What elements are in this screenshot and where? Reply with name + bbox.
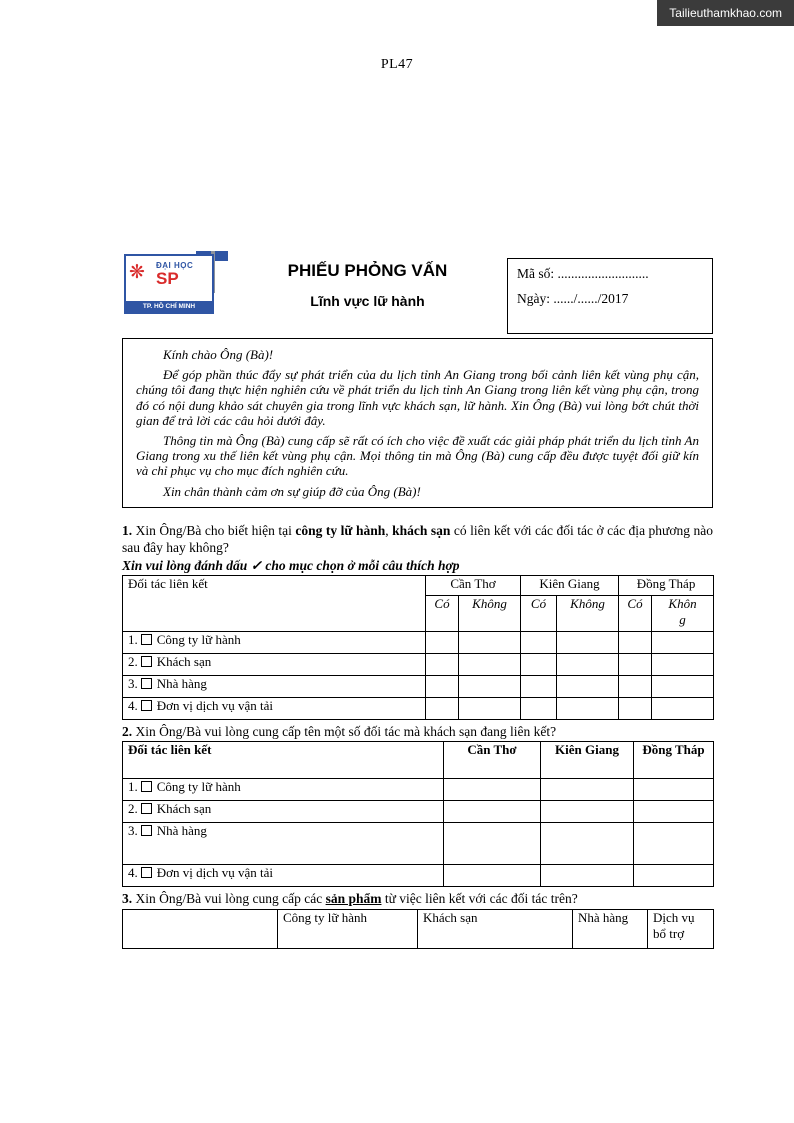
- t1-sub-no-kiengiang: Không: [557, 595, 619, 631]
- page-number: PL47: [380, 57, 414, 72]
- t1-header-partner: Đối tác liên kết: [123, 575, 426, 631]
- t1-sub-yes-dongthap: Có: [619, 595, 652, 631]
- checkbox-icon[interactable]: [141, 700, 152, 711]
- answer-cell[interactable]: [557, 653, 619, 675]
- t2-header-kiengiang: Kiên Giang: [541, 742, 634, 779]
- partner-label: Đơn vị dịch vụ vận tải: [156, 697, 274, 713]
- t1-sub-yes-cantho: Có: [426, 595, 459, 631]
- intro-paragraph-1: Để góp phần thúc đẩy sự phát triển của du lịch tỉnh An Giang trong bối cảnh liên kết vùng phụ cận, chúng tôi đang thực hiện nghiên cứu về phát triển du lịch tỉnh An Giang trong liên kết vùng phụ cận, trong đó có nội dung khảo sát chuyên gia trong lĩnh vực khách sạn, lữ hành. Xin Ông (Bà) vui lòng bớt chút thời gian để trả lời các câu hỏi dưới đây.: [136, 367, 699, 428]
- t2-header-dongthap: Đồng Tháp: [634, 742, 714, 779]
- q1-table: [122, 575, 714, 720]
- question-1-bold-1: công ty lữ hành: [295, 522, 386, 538]
- answer-cell[interactable]: [541, 865, 634, 887]
- answer-cell[interactable]: [426, 653, 459, 675]
- form-title: PHIẾU PHỎNG VẤN: [287, 261, 448, 280]
- answer-cell[interactable]: [541, 823, 634, 865]
- intro-greeting: Kính chào Ông (Bà)!: [163, 347, 274, 362]
- answer-cell[interactable]: [426, 631, 459, 653]
- partner-label: Công ty lữ hành: [156, 631, 241, 647]
- meta-box: [507, 258, 713, 334]
- logo-text-mid: SP: [156, 269, 179, 288]
- question-1: 1. Xin Ông/Bà cho biết hiện tại công ty lữ hành, khách sạn có liên kết với các đối tác ở các địa phương nào sau đây hay không?: [122, 522, 714, 556]
- title-block: [228, 245, 507, 334]
- answer-cell[interactable]: [521, 675, 557, 697]
- question-1-bold-2: khách sạn: [392, 522, 451, 538]
- t1-header-dongthap: Đồng Tháp: [619, 575, 714, 595]
- checkbox-icon[interactable]: [141, 803, 152, 814]
- answer-cell[interactable]: [521, 631, 557, 653]
- answer-cell[interactable]: [426, 675, 459, 697]
- answer-cell[interactable]: [123, 910, 278, 949]
- t1-sub-no-cantho: Không: [459, 595, 521, 631]
- t2-header-partner: Đối tác liên kết: [123, 742, 444, 779]
- question-2-text: Xin Ông/Bà vui lòng cung cấp tên một số đối tác mà khách sạn đang liên kết?: [132, 723, 557, 739]
- t3-header-luhanh: Công ty lữ hành: [278, 910, 418, 949]
- t1-header-cantho: Cần Thơ: [426, 575, 521, 595]
- university-logo: [122, 250, 228, 314]
- table-row: 3. Nhà hàng: [123, 675, 714, 697]
- table-row: 2. Khách sạn: [123, 653, 714, 675]
- question-1-instruction: Xin vui lòng đánh dấu ✓ cho mục chọn ở mỗi câu thích hợp: [122, 557, 460, 573]
- checkbox-icon[interactable]: [141, 656, 152, 667]
- answer-cell[interactable]: [619, 697, 652, 719]
- logo-text-top: ĐẠI HỌC: [156, 261, 194, 270]
- partner-label: Nhà hàng: [156, 823, 207, 839]
- question-1-number: 1.: [122, 522, 133, 538]
- logo-frame: [124, 254, 214, 314]
- answer-cell[interactable]: [459, 697, 521, 719]
- table-row: 4. Đơn vị dịch vụ vận tải: [123, 865, 714, 887]
- answer-cell[interactable]: [634, 801, 714, 823]
- logo-flower-icon: ❋: [129, 262, 145, 283]
- question-3-number: 3.: [122, 891, 133, 907]
- t1-sub-no-dongthap: Không: [652, 595, 714, 631]
- question-3: 3. Xin Ông/Bà vui lòng cung cấp các sản phẩm từ việc liên kết với các đối tác trên?: [122, 891, 578, 907]
- code-field[interactable]: Mã số: ...........................: [517, 266, 649, 281]
- q2-table: [122, 741, 714, 887]
- answer-cell[interactable]: [557, 631, 619, 653]
- answer-cell[interactable]: [557, 697, 619, 719]
- intro-box: [122, 338, 713, 508]
- answer-cell[interactable]: [444, 779, 541, 801]
- checkbox-icon[interactable]: [141, 678, 152, 689]
- checkbox-icon[interactable]: [141, 781, 152, 792]
- table-row: 2. Khách sạn: [123, 801, 714, 823]
- question-3-bold: sản phẩm: [325, 891, 382, 907]
- table-row: 3. Nhà hàng: [123, 823, 714, 865]
- question-3-text: Xin Ông/Bà vui lòng cung cấp các: [132, 891, 326, 907]
- table-row: 1. Công ty lữ hành: [123, 631, 714, 653]
- table-row: [123, 910, 714, 949]
- answer-cell[interactable]: [459, 675, 521, 697]
- answer-cell[interactable]: [557, 675, 619, 697]
- answer-cell[interactable]: [459, 653, 521, 675]
- checkbox-icon[interactable]: [141, 867, 152, 878]
- answer-cell[interactable]: [619, 675, 652, 697]
- t3-header-dichvu: Dịch vụ bổ trợ: [648, 910, 714, 949]
- partner-label: Công ty lữ hành: [156, 779, 241, 795]
- partner-label: Khách sạn: [156, 801, 212, 817]
- answer-cell[interactable]: [634, 865, 714, 887]
- form-header: [122, 245, 713, 334]
- t1-sub-yes-kiengiang: Có: [521, 595, 557, 631]
- answer-cell[interactable]: [652, 697, 714, 719]
- logo-text-bottom: TP. HỒ CHÍ MINH: [126, 301, 212, 312]
- t3-header-khachsan: Khách sạn: [418, 910, 573, 949]
- answer-cell[interactable]: [541, 801, 634, 823]
- question-2: [122, 723, 713, 741]
- table-row: 4. Đơn vị dịch vụ vận tải: [123, 697, 714, 719]
- partner-label: Khách sạn: [156, 653, 212, 669]
- answer-cell[interactable]: [652, 675, 714, 697]
- answer-cell[interactable]: [426, 697, 459, 719]
- watermark-banner[interactable]: Tailieuthamkhao.com: [657, 0, 794, 26]
- answer-cell[interactable]: [521, 653, 557, 675]
- answer-cell[interactable]: [652, 631, 714, 653]
- answer-cell[interactable]: [459, 631, 521, 653]
- intro-thanks: Xin chân thành cảm ơn sự giúp đỡ của Ông (Bà)!: [163, 483, 421, 499]
- intro-paragraph-2: Thông tin mà Ông (Bà) cung cấp sẽ rất có ích cho việc đề xuất các giải pháp phát triển du lịch tỉnh An Giang trong xu thế liên kết vùng phụ cận. Mọi thông tin mà Ông (Bà) cung cấp đều được tuyệt đối giữ kín và chỉ phục vụ cho mục đích nghiên cứu.: [136, 433, 699, 479]
- answer-cell[interactable]: [619, 631, 652, 653]
- form-subtitle: Lĩnh vực lữ hành: [310, 293, 425, 309]
- date-field[interactable]: Ngày: ....../....../2017: [517, 291, 629, 306]
- partner-label: Đơn vị dịch vụ vận tải: [156, 865, 274, 881]
- answer-cell[interactable]: [619, 653, 652, 675]
- answer-cell[interactable]: [634, 779, 714, 801]
- checkbox-icon[interactable]: [141, 825, 152, 836]
- q3-table: [122, 909, 714, 949]
- answer-cell[interactable]: [444, 801, 541, 823]
- checkbox-icon[interactable]: [141, 634, 152, 645]
- t2-header-cantho: Cần Thơ: [444, 742, 541, 779]
- answer-cell[interactable]: [444, 823, 541, 865]
- answer-cell[interactable]: [541, 779, 634, 801]
- t3-header-nhahang: Nhà hàng: [573, 910, 648, 949]
- answer-cell[interactable]: [652, 653, 714, 675]
- answer-cell[interactable]: [634, 823, 714, 865]
- t1-header-kiengiang: Kiên Giang: [521, 575, 619, 595]
- answer-cell[interactable]: [444, 865, 541, 887]
- question-2-number: 2.: [122, 723, 133, 739]
- table-row: 1. Công ty lữ hành: [123, 779, 714, 801]
- question-1-text: Xin Ông/Bà cho biết hiện tại: [132, 522, 296, 538]
- form-content: [122, 245, 713, 949]
- answer-cell[interactable]: [521, 697, 557, 719]
- partner-label: Nhà hàng: [156, 675, 207, 691]
